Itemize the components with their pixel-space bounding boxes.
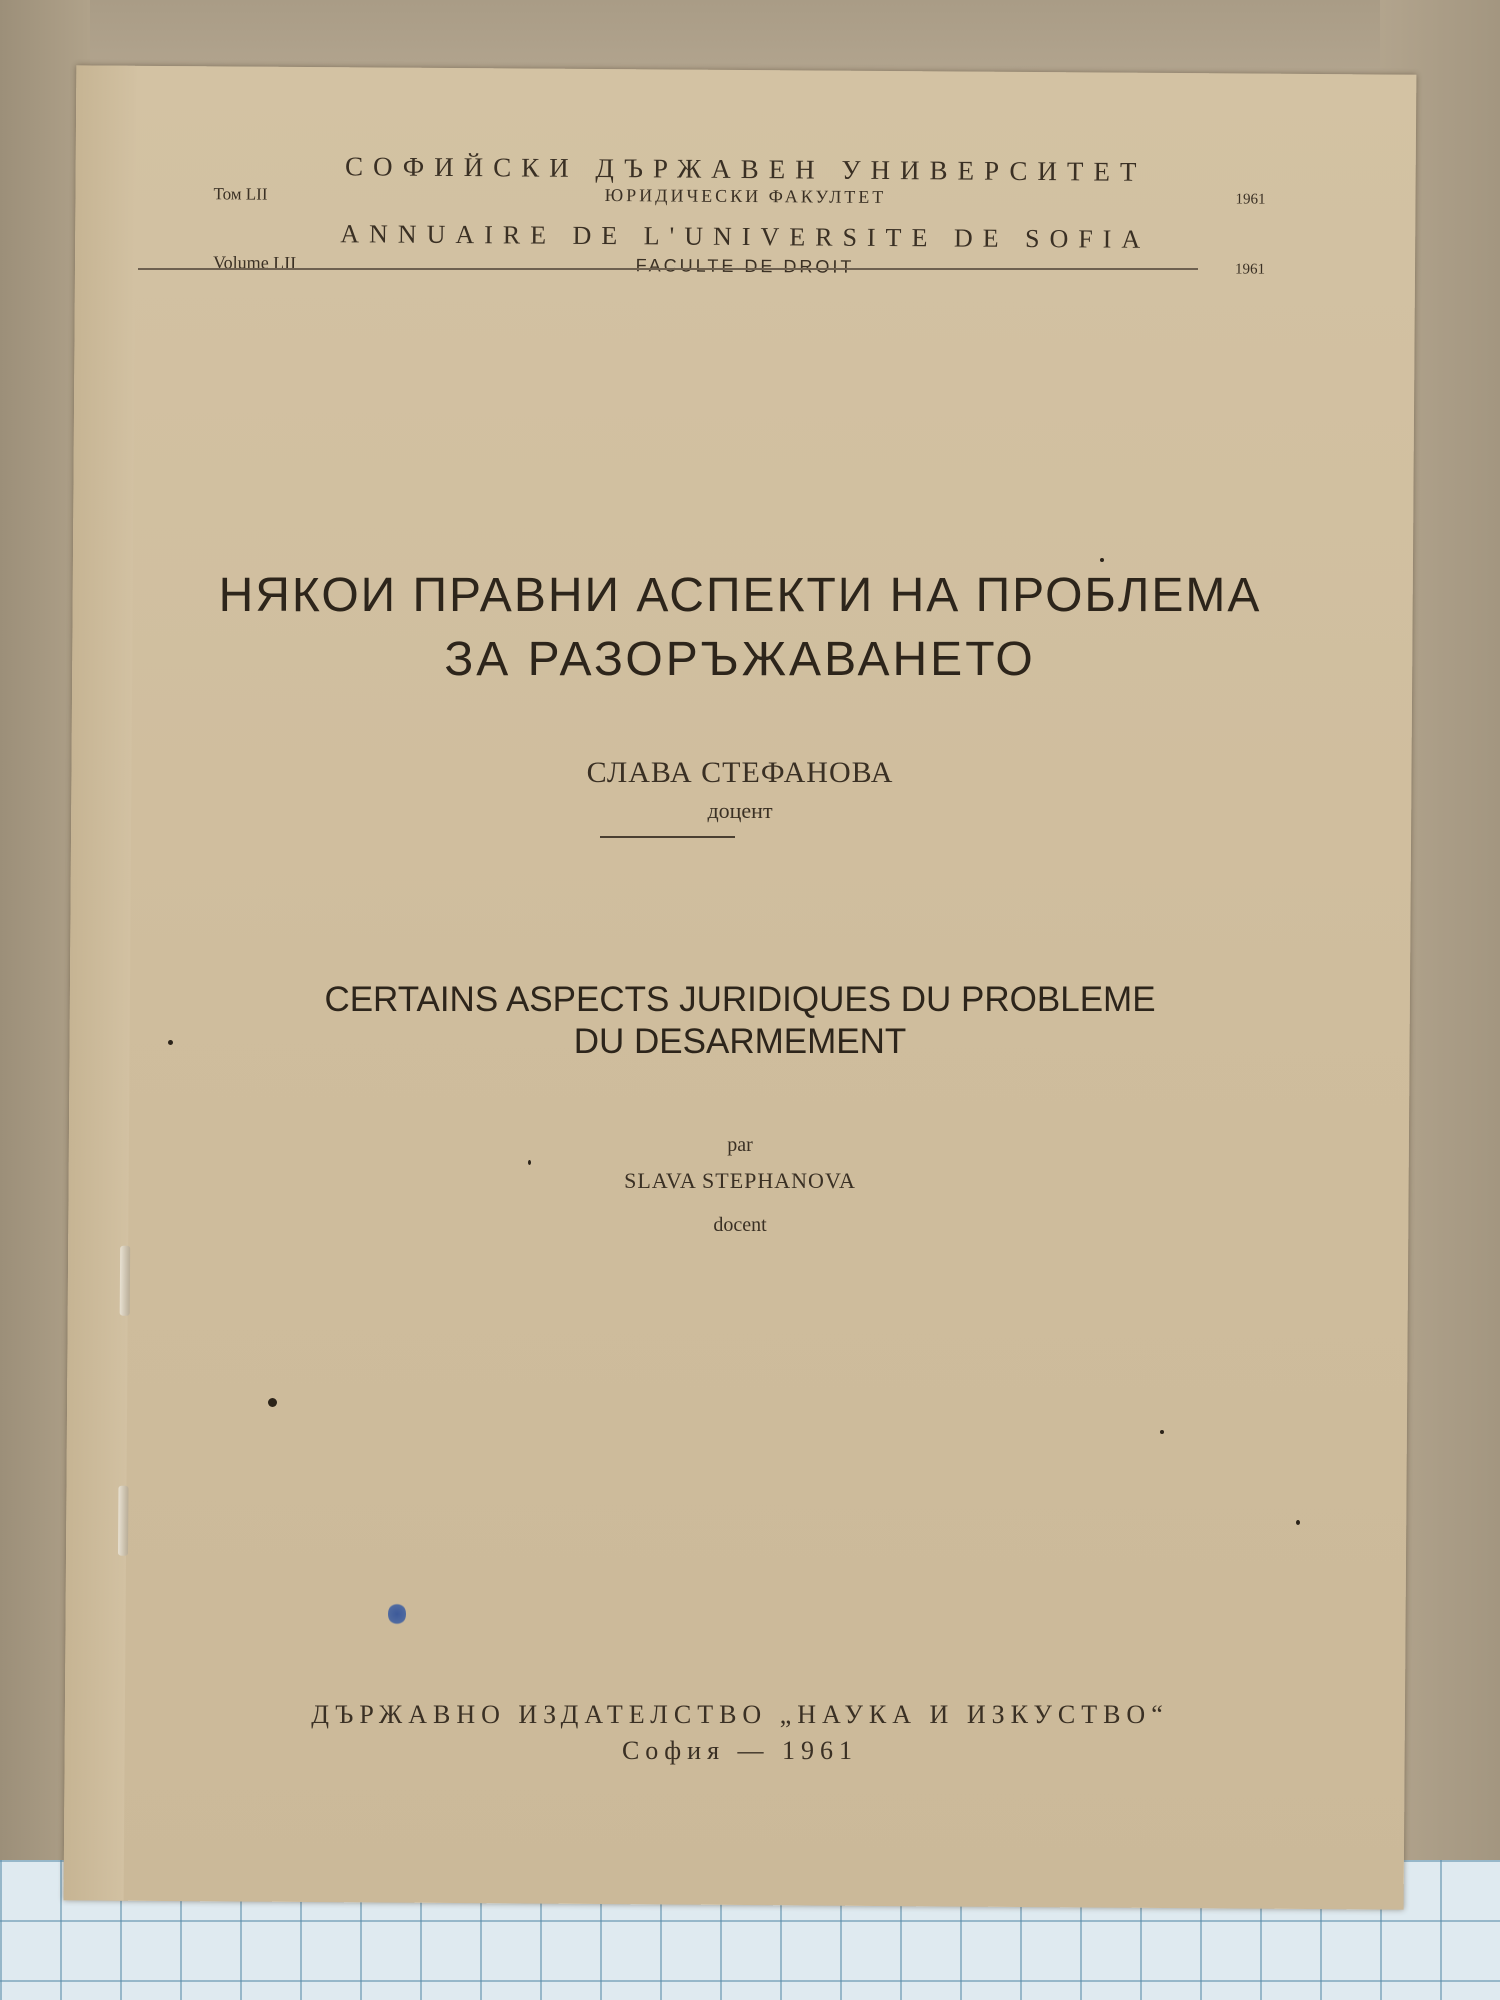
author-bg-role: доцент <box>707 798 773 823</box>
title-bg-line2: ЗА РАЗОРЪЖАВАНЕТО <box>444 633 1036 686</box>
paper-speck <box>1100 558 1104 562</box>
paper-speck <box>1296 1520 1300 1525</box>
author-fr-name: SLAVA STEPHANOVA <box>624 1168 856 1193</box>
author-fr-by: par <box>727 1134 753 1156</box>
ink-blot <box>388 1602 406 1626</box>
header-university-bg: СОФИЙСКИ ДЪРЖАВЕН УНИВЕРСИТЕТ <box>344 151 1147 187</box>
header-year-fr: 1961 <box>1234 261 1266 278</box>
publisher-name: ДЪРЖАВНО ИЗДАТЕЛСТВО „НАУКА И ИЗКУСТВО“ <box>311 1700 1169 1729</box>
title-fr-line1: CERTAINS ASPECTS JURIDIQUES DU PROBLEME <box>324 980 1156 1019</box>
header-year-bg: 1961 <box>1235 191 1266 208</box>
staple-mark <box>118 1486 128 1556</box>
header-volume-bg: Том LII <box>213 184 268 204</box>
paper-speck <box>268 1398 277 1407</box>
header-volume-fr: Volume LII <box>212 252 297 273</box>
publisher-place-year: София — 1961 <box>621 1736 859 1765</box>
section-divider <box>600 836 735 838</box>
author-bg-name: СЛАВА СТЕФАНОВА <box>586 756 894 789</box>
author-fr-role: docent <box>713 1214 767 1236</box>
header-faculty-fr: FACULTE DE DROIT <box>635 255 855 277</box>
title-fr-line2: DU DESARMEMENT <box>573 1022 907 1061</box>
paper-speck <box>528 1160 531 1165</box>
paper-speck <box>1160 1430 1164 1434</box>
header-university-fr: ANNUAIRE DE L'UNIVERSITE DE SOFIA <box>340 219 1151 254</box>
staple-mark <box>120 1246 130 1316</box>
title-bg-line1: НЯКОИ ПРАВНИ АСПЕКТИ НА ПРОБЛЕМА <box>218 569 1262 622</box>
header-rule <box>138 268 1198 270</box>
paper-speck <box>168 1040 173 1045</box>
header-faculty-bg: ЮРИДИЧЕСКИ ФАКУЛТЕТ <box>604 185 887 208</box>
